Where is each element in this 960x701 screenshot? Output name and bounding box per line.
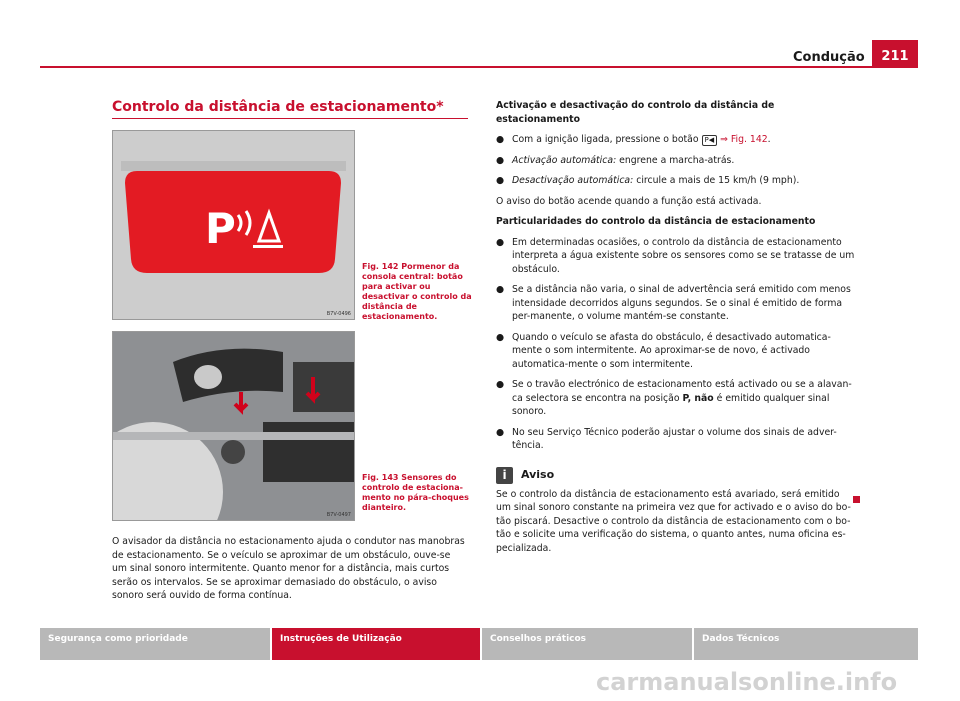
list-item: ● Activação automática: engrene a marcha-atrás. <box>496 154 735 166</box>
activation-title: Activação e desactivação do controlo da distância de estacionamento <box>496 100 775 125</box>
aviso-header <box>496 467 856 484</box>
info-icon: i <box>496 467 513 484</box>
bumper-sensors-illustration <box>113 332 354 520</box>
list-item: ● Com a ignição ligada, pressione o botão P◀ ⇒ Fig. 142. <box>496 134 771 145</box>
figure-143-bumper-sensors <box>112 331 355 521</box>
figure-code: B7V-0497 <box>326 512 351 518</box>
intro-paragraph: O avisador da distância no estacionamento ajuda o condutor nas manobras de estacionamento. Se o veículo se aproximar de um obstáculo, ouve-se um sinal sonoro intermitente. Quanto menor for a distância, mais curtos serão os intervalos. Se se aproximar demasiado do obstáculo, o aviso sonoro será ouvido de forma contínua. <box>112 536 465 601</box>
watermark: carmanualsonline.info <box>596 668 898 696</box>
heading-rule <box>112 118 468 119</box>
parking-button-illustration <box>113 131 354 319</box>
list-item: ● Se o travão electrónico de estacionamento está activado ou se a alavan-ca selectora se encontra na posição P, não é emitido qualquer sinal sonoro. <box>496 379 852 417</box>
page-heading: Controlo da distância de estacionamento* <box>112 99 444 115</box>
list-item: ● Desactivação automática: circule a mais de 15 km/h (9 mph). <box>496 175 800 186</box>
figure-code: B7V-0496 <box>326 311 351 317</box>
particularities-title: Particularidades do controlo da distância de estacionamento <box>496 216 816 227</box>
figure-142-parking-button <box>112 130 355 320</box>
header-rule <box>40 66 918 68</box>
end-of-section-marker <box>853 496 860 503</box>
footer-tab-seguranca[interactable]: Segurança como prioridade <box>40 628 270 660</box>
figure-142-caption: Fig. 142 Pormenor da consola central: botão para activar ou desactivar o controlo da distância de estacionamento. <box>362 262 472 321</box>
activation-note: O aviso do botão acende quando a função está activada. <box>496 195 762 207</box>
footer-tab-dados[interactable]: Dados Técnicos <box>694 628 918 660</box>
figure-143-caption: Fig. 143 Sensores do controlo de estaciona-mento no pára-choques dianteiro. <box>362 473 469 512</box>
list-item: ● Em determinadas ocasiões, o controlo da distância de estacionamento interpreta a água existente sobre os sensores como se se tratasse de um obstáculo. <box>496 236 855 275</box>
aviso-title: Aviso <box>521 468 555 482</box>
page-number: 211 <box>872 40 918 68</box>
list-item: ● Quando o veículo se afasta do obstáculo, é desactivado automatica-mente o som intermitente. Ao aproximar-se de novo, é activado automatica-mente o som intermitente. <box>496 331 831 370</box>
aviso-text: Se o controlo da distância de estacionamento está avariado, será emitido um sinal sonoro constante na primeira vez que for activado e o aviso do bo-tão piscará. Desactive o controlo da distância de estacionamento com o bo-tão e solicite uma verificação do sistema, o quanto antes, numa oficina es-pecializada. <box>496 488 851 554</box>
right-column <box>496 99 856 562</box>
footer-tab-conselhos[interactable]: Conselhos práticos <box>482 628 692 660</box>
footer-tab-instrucoes[interactable]: Instruções de Utilização <box>272 628 480 660</box>
list-item: ● No seu Serviço Técnico poderão ajustar o volume dos sinais de adver-tência. <box>496 426 837 451</box>
parking-button-icon: P◀ <box>702 135 718 146</box>
figure-link[interactable]: ⇒ Fig. 142 <box>720 134 768 145</box>
section-title: Condução <box>793 50 865 65</box>
list-item: ● Se a distância não varia, o sinal de advertência será emitido com menos intensidade decorridos alguns segundos. Se o sinal é emitido de forma per-manente, o volume mantém-se constante. <box>496 284 851 322</box>
svg-text:P: P <box>205 204 236 253</box>
